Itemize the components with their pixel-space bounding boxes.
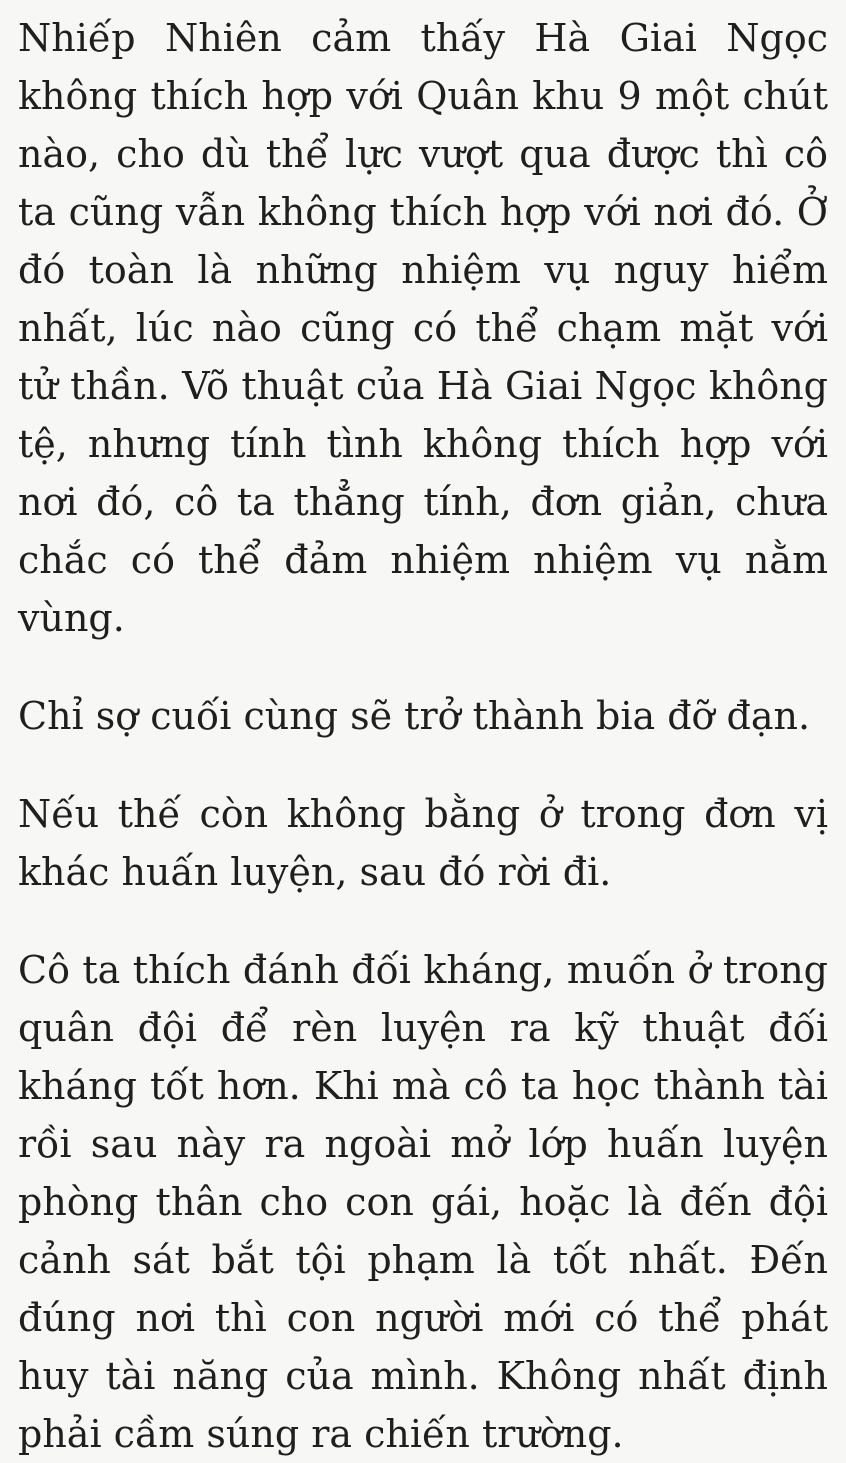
paragraph-4: Cô ta thích đánh đối kháng, muốn ở trong quân đội để rèn luyện ra kỹ thuật đối kháng tốt hơn. Khi mà cô ta học thành tài rồi sau này ra ngoài mở lớp huấn luyện phòng thân cho con gái, hoặc là đến đội cảnh sát bắt tội phạm là tốt nhất. Đến đúng nơi thì con người mới có thể phát huy tài năng của mình. Không nhất định phải cầm súng ra chiến trường. bbox=[18, 948, 828, 1456]
paragraph-1: Nhiếp Nhiên cảm thấy Hà Giai Ngọc không thích hợp với Quân khu 9 một chút nào, cho dù thể lực vượt qua được thì cô ta cũng vẫn không thích hợp với nơi đó. Ở đó toàn là những nhiệm vụ nguy hiểm nhất, lúc nào cũng có thể chạm mặt với tử thần. Võ thuật của Hà Giai Ngọc không tệ, nhưng tính tình không thích hợp với nơi đó, cô ta thẳng tính, đơn giản, chưa chắc có thể đảm nhiệm nhiệm vụ nằm vùng. bbox=[18, 16, 828, 640]
paragraph-3: Nếu thế còn không bằng ở trong đơn vị khác huấn luyện, sau đó rời đi. bbox=[18, 792, 828, 894]
paragraph-2: Chỉ sợ cuối cùng sẽ trở thành bia đỡ đạn. bbox=[18, 694, 811, 738]
